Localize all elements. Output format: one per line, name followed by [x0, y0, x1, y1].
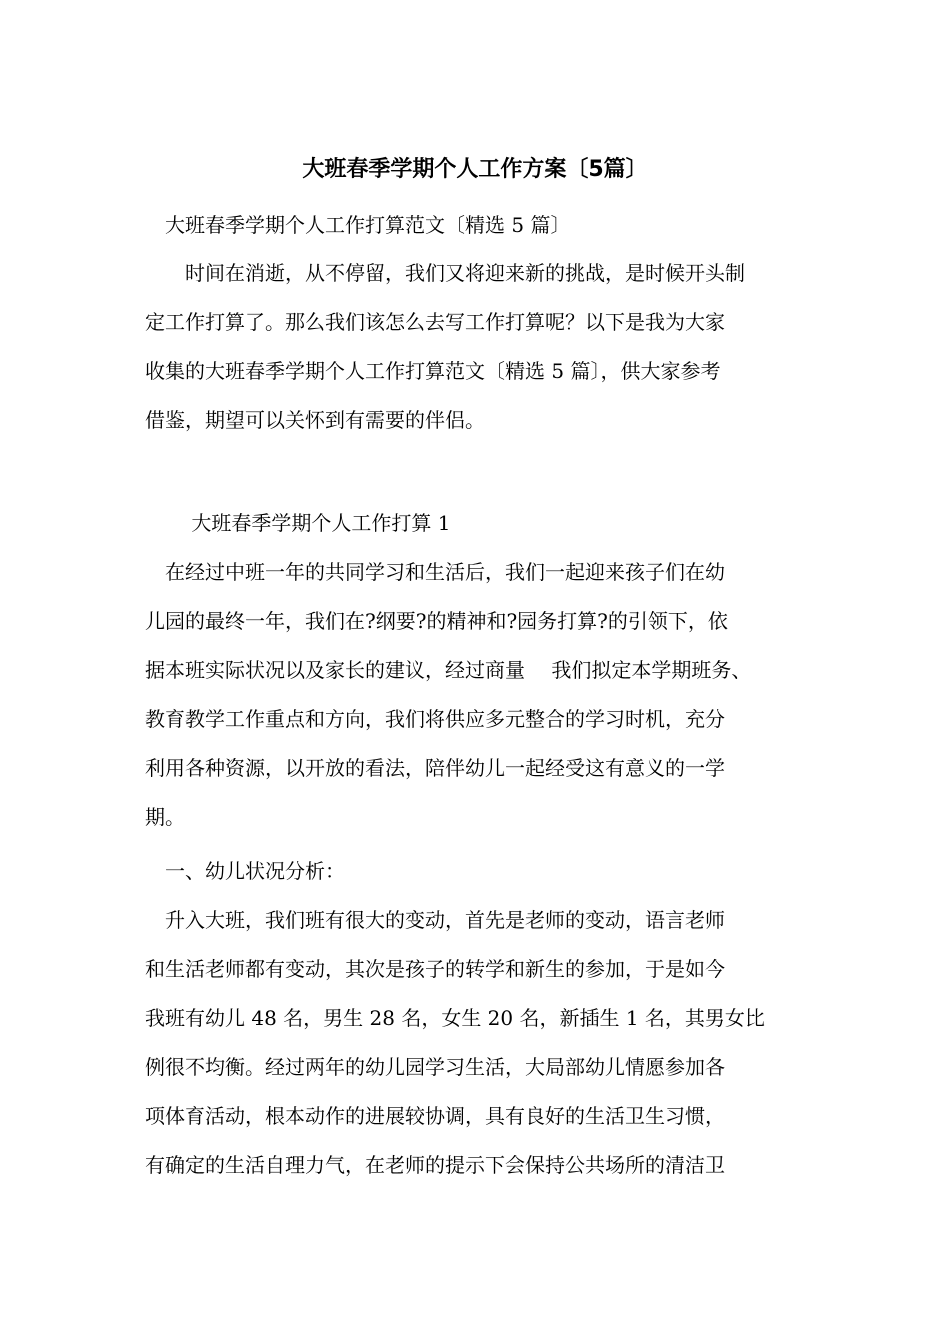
intro-paragraph [145, 249, 810, 445]
subsection-heading: 一、幼儿状况分析： [145, 859, 345, 883]
section-paragraph [145, 548, 810, 842]
paragraph-line: 和生活老师都有变动，其次是孩子的转学和新生的参加，于是如今 [145, 957, 725, 981]
intro-line: 收集的大班春季学期个人工作打算范文〔精选 5 篇〕，供大家参考 [145, 359, 721, 383]
document-title: 大班春季学期个人工作方案〔5篇〕 [302, 157, 648, 182]
subsection-paragraph [145, 896, 810, 1190]
paragraph-line: 例很不均衡。经过两年的幼儿园学习生活，大局部幼儿情愿参加各 [145, 1055, 725, 1079]
paragraph-line: 期。 [145, 805, 185, 829]
paragraph-line: 据本班实际状况以及家长的建议，经过商量 我们拟定本学期班务、 [145, 658, 752, 682]
paragraph-line: 教育教学工作重点和方向，我们将供应多元整合的学习时机，充分 [145, 707, 725, 731]
paragraph-line: 升入大班，我们班有很大的变动，首先是老师的变动，语言老师 [145, 908, 725, 932]
paragraph-line: 在经过中班一年的共同学习和生活后，我们一起迎来孩子们在幼 [145, 560, 725, 584]
section-heading: 大班春季学期个人工作打算 1 [145, 511, 451, 535]
document-subtitle: 大班春季学期个人工作打算范文〔精选 5 篇〕 [145, 213, 571, 237]
paragraph-line: 有确定的生活自理力气，在老师的提示下会保持公共场所的清洁卫 [145, 1153, 725, 1177]
intro-line: 时间在消逝，从不停留，我们又将迎来新的挑战，是时候开头制 [145, 261, 745, 285]
paragraph-line: 儿园的最终一年，我们在?纲要?的精神和?园务打算?的引领下，依 [145, 609, 728, 633]
paragraph-line: 项体育活动，根本动作的进展较协调，具有良好的生活卫生习惯， [145, 1104, 725, 1128]
paragraph-line: 我班有幼儿 48 名，男生 28 名，女生 20 名，新插生 1 名，其男女比 [145, 1006, 765, 1030]
intro-line: 定工作打算了。那么我们该怎么去写工作打算呢？以下是我为大家 [145, 310, 725, 334]
paragraph-line: 利用各种资源，以开放的看法，陪伴幼儿一起经受这有意义的一学 [145, 756, 725, 780]
intro-line: 借鉴，期望可以关怀到有需要的伴侣。 [145, 408, 485, 432]
